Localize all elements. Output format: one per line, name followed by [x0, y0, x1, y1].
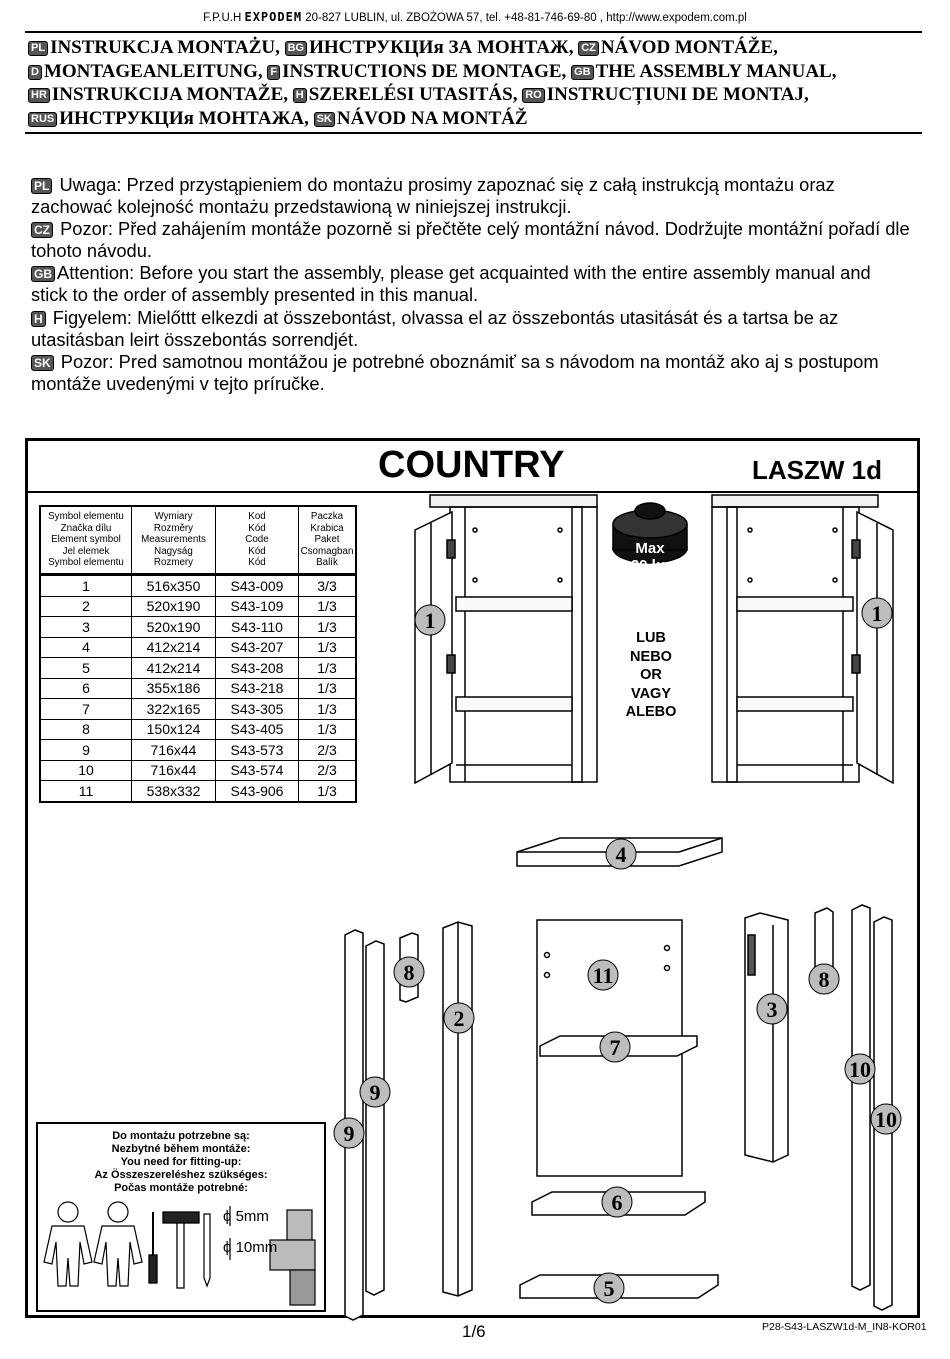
- lang-tag: CZ: [578, 41, 599, 56]
- title-text: ИНСТРУКЦИя ЗА МОНТАЖ,: [309, 37, 574, 58]
- table-cell: S43-573: [216, 740, 299, 761]
- part-label: 10: [849, 1057, 871, 1082]
- part-label: 5: [603, 1276, 615, 1301]
- header-text: Wymiary: [154, 511, 193, 523]
- table-cell: 1/3: [299, 781, 357, 802]
- table-cell: 2/3: [299, 760, 357, 781]
- part-label: 6: [611, 1190, 623, 1215]
- part-label: 8: [818, 967, 830, 992]
- note-text: Pozor: Pred samotnou montážou je potrebné oboznámiť sa s návodom na montáž ako aj s postupom montáže uvedenými v tejto príručke.: [31, 350, 879, 394]
- part-label: 9: [343, 1121, 355, 1146]
- header-text: Jel elemek: [62, 545, 110, 557]
- table-cell: 520x190: [132, 596, 216, 617]
- table-cell: S43-207: [216, 637, 299, 658]
- part-label: 11: [592, 963, 614, 988]
- header-text: Symbol elementu: [48, 557, 124, 569]
- table-cell: 1/3: [299, 596, 357, 617]
- title-text: NÁVOD NA MONTÁŽ: [336, 107, 528, 129]
- table-cell: 412x214: [132, 637, 216, 658]
- table-cell: S43-009: [216, 575, 299, 597]
- lang-tag: RO: [522, 88, 545, 103]
- table-cell: 520x190: [132, 617, 216, 638]
- table-cell: 1/3: [299, 699, 357, 720]
- title-text: SZERELÉSI UTASITÁS,: [308, 84, 518, 105]
- table-cell: 1/3: [299, 637, 357, 658]
- lang-tag: D: [28, 65, 42, 80]
- note-text: Attention: Before you start the assembly, please get acquainted with the entire assembly manual and stick to the order of assembly presented in this manual.: [31, 262, 871, 306]
- lang-tag: F: [267, 65, 280, 80]
- or-word: LUB: [636, 630, 666, 646]
- table-cell: S43-405: [216, 719, 299, 740]
- part-10-drawing: [852, 905, 870, 1290]
- weight-value: 20 kg: [630, 557, 670, 574]
- note-text: Uwaga: Przed przystąpieniem do montażu prosimy zapoznać się z całą instrukcją montażu oraz zachować kolejność montażu przedstawioną w niniejszej instrukcji.: [31, 174, 835, 218]
- table-cell: 2: [40, 596, 132, 617]
- requirement-line: You need for fitting-up:: [120, 1156, 242, 1168]
- part-label: 4: [615, 842, 627, 867]
- table-cell: 6: [40, 678, 132, 699]
- or-words: [614, 629, 688, 722]
- drill-bit-5mm: ϕ 5mm: [223, 1208, 269, 1225]
- requirement-line: Počas montáže potrebné:: [114, 1182, 248, 1194]
- lang-tag: HR: [28, 88, 50, 103]
- brand-name: EXPODEM: [244, 10, 303, 24]
- table-cell: S43-218: [216, 678, 299, 699]
- cabinet-right-drawing: [712, 495, 893, 783]
- title-text: INSTRUKCIJA MONTAŽE,: [51, 84, 289, 105]
- or-word: VAGY: [630, 685, 672, 702]
- required-tools-box: [36, 1122, 326, 1312]
- product-code: LASZW 1d: [752, 455, 882, 485]
- note-text: Figyelem: Mielőttt elkezdi at összebontást, olvassa el az összebontás utasitását és a tartsa be az utasitásban leirt összebontás sorrendjét.: [31, 306, 839, 350]
- header-text: Element symbol: [51, 534, 121, 546]
- table-cell: 538x332: [132, 781, 216, 802]
- lang-tag: H: [293, 88, 307, 103]
- requirement-line: Do montażu potrzebne są:: [112, 1130, 250, 1142]
- header-text: Kód: [248, 522, 266, 534]
- part-label: 8: [403, 960, 415, 985]
- weight-max: Max: [635, 540, 665, 557]
- header-text: Kod: [248, 511, 266, 523]
- lang-tag: PL: [28, 41, 48, 56]
- table-cell: 3/3: [299, 575, 357, 597]
- part-label: 9: [369, 1080, 381, 1105]
- company-prefix: F.P.U.H: [203, 12, 242, 24]
- requirement-line: Az Összeszereléshez szükséges:: [94, 1169, 268, 1181]
- header-text: Csomagban: [300, 545, 354, 557]
- table-cell: 3: [40, 617, 132, 638]
- title-text: INSTRUCTIONS DE MONTAGE,: [282, 60, 567, 82]
- header-text: Symbol elementu: [48, 511, 124, 523]
- requirements-text: [38, 1130, 324, 1195]
- table-cell: 2/3: [299, 740, 357, 761]
- table-cell: 716x44: [132, 760, 216, 781]
- page-number: 1/6: [462, 1322, 486, 1341]
- header-text: Rozměry: [153, 522, 194, 534]
- table-cell: S43-574: [216, 760, 299, 781]
- part-label: 3: [766, 997, 778, 1022]
- table-cell: 1/3: [299, 719, 357, 740]
- table-cell: 516x350: [132, 575, 216, 597]
- table-cell: 1/3: [299, 617, 357, 638]
- title-text: INSTRUCȚIUNI DE MONTAJ,: [546, 84, 809, 105]
- header-text: Paczka: [310, 511, 344, 523]
- title-text: NÁVOD MONTÁŽE,: [600, 37, 778, 58]
- lang-tag: BG: [285, 41, 308, 56]
- part-label: 1: [424, 608, 436, 633]
- or-word: NEBO: [630, 648, 672, 665]
- header-text: Balík: [316, 557, 338, 569]
- part-label: 7: [609, 1035, 621, 1060]
- note-text: Pozor: Před zahájením montáže pozorně si přečtěte celý montážní návod. Dodržujte montážní pořadí dle tohoto návodu.: [31, 218, 910, 262]
- title-text: THE ASSEMBLY MANUAL,: [595, 60, 837, 82]
- table-cell: 355x186: [132, 678, 216, 699]
- part-9-drawing: [366, 941, 384, 1295]
- table-cell: 322x165: [132, 699, 216, 720]
- table-cell: 8: [40, 719, 132, 740]
- table-cell: 1/3: [299, 658, 357, 679]
- table-cell: S43-305: [216, 699, 299, 720]
- header-text: Kód: [248, 545, 266, 557]
- table-cell: S43-208: [216, 658, 299, 679]
- or-word: ALEBO: [625, 704, 677, 720]
- table-cell: 11: [40, 781, 132, 802]
- table-cell: 150x124: [132, 719, 216, 740]
- table-cell: 412x214: [132, 658, 216, 679]
- table-cell: 10: [40, 760, 132, 781]
- header-text: Kód: [248, 557, 266, 569]
- document-reference: P28-S43-LASZW1d-M_IN8-KOR01: [762, 1321, 927, 1333]
- requirement-line: Nezbytné během montáže:: [111, 1143, 251, 1155]
- table-cell: 5: [40, 658, 132, 679]
- drill-bit-10mm: ϕ 10mm: [223, 1239, 278, 1256]
- part-label: 1: [871, 601, 883, 626]
- cabinet-left-drawing: [415, 495, 597, 783]
- header-text: Krabica: [310, 522, 344, 534]
- lang-tag: CZ: [31, 222, 53, 238]
- header-text: Nagyság: [154, 545, 193, 557]
- header-text: Značka dílu: [60, 522, 112, 534]
- header-text: Rozmery: [153, 557, 194, 569]
- part-label: 2: [453, 1006, 465, 1031]
- lang-tag: SK: [31, 355, 54, 371]
- table-cell: 7: [40, 699, 132, 720]
- table-cell: S43-109: [216, 596, 299, 617]
- table-cell: 4: [40, 637, 132, 658]
- title-text: MONTAGEANLEITUNG,: [43, 60, 263, 82]
- table-cell: 716x44: [132, 740, 216, 761]
- header-text: Code: [245, 534, 269, 546]
- product-name: COUNTRY: [378, 444, 565, 486]
- lang-tag: GB: [571, 65, 594, 80]
- lang-tag: GB: [31, 266, 55, 282]
- or-word: OR: [640, 667, 662, 683]
- table-cell: 1/3: [299, 678, 357, 699]
- table-cell: S43-906: [216, 781, 299, 802]
- table-cell: S43-110: [216, 617, 299, 638]
- table-cell: 1: [40, 575, 132, 597]
- lang-tag: RUS: [28, 112, 57, 127]
- part-label: 10: [875, 1107, 897, 1132]
- title-text: INSTRUKCJA MONTAŻU,: [50, 37, 280, 58]
- company-address: 20-827 LUBLIN, ul. ZBOŻOWA 57, tel. +48-81-746-69-80 , http://www.expodem.com.pl: [305, 12, 747, 24]
- lang-tag: H: [31, 311, 46, 327]
- lang-tag: SK: [314, 112, 335, 127]
- header-text: Measurements: [141, 534, 206, 546]
- title-text: ИНСТРУКЦИя МОНТАЖА,: [59, 107, 309, 129]
- lang-tag: PL: [31, 178, 52, 194]
- header-text: Paket: [314, 534, 340, 546]
- table-cell: 9: [40, 740, 132, 761]
